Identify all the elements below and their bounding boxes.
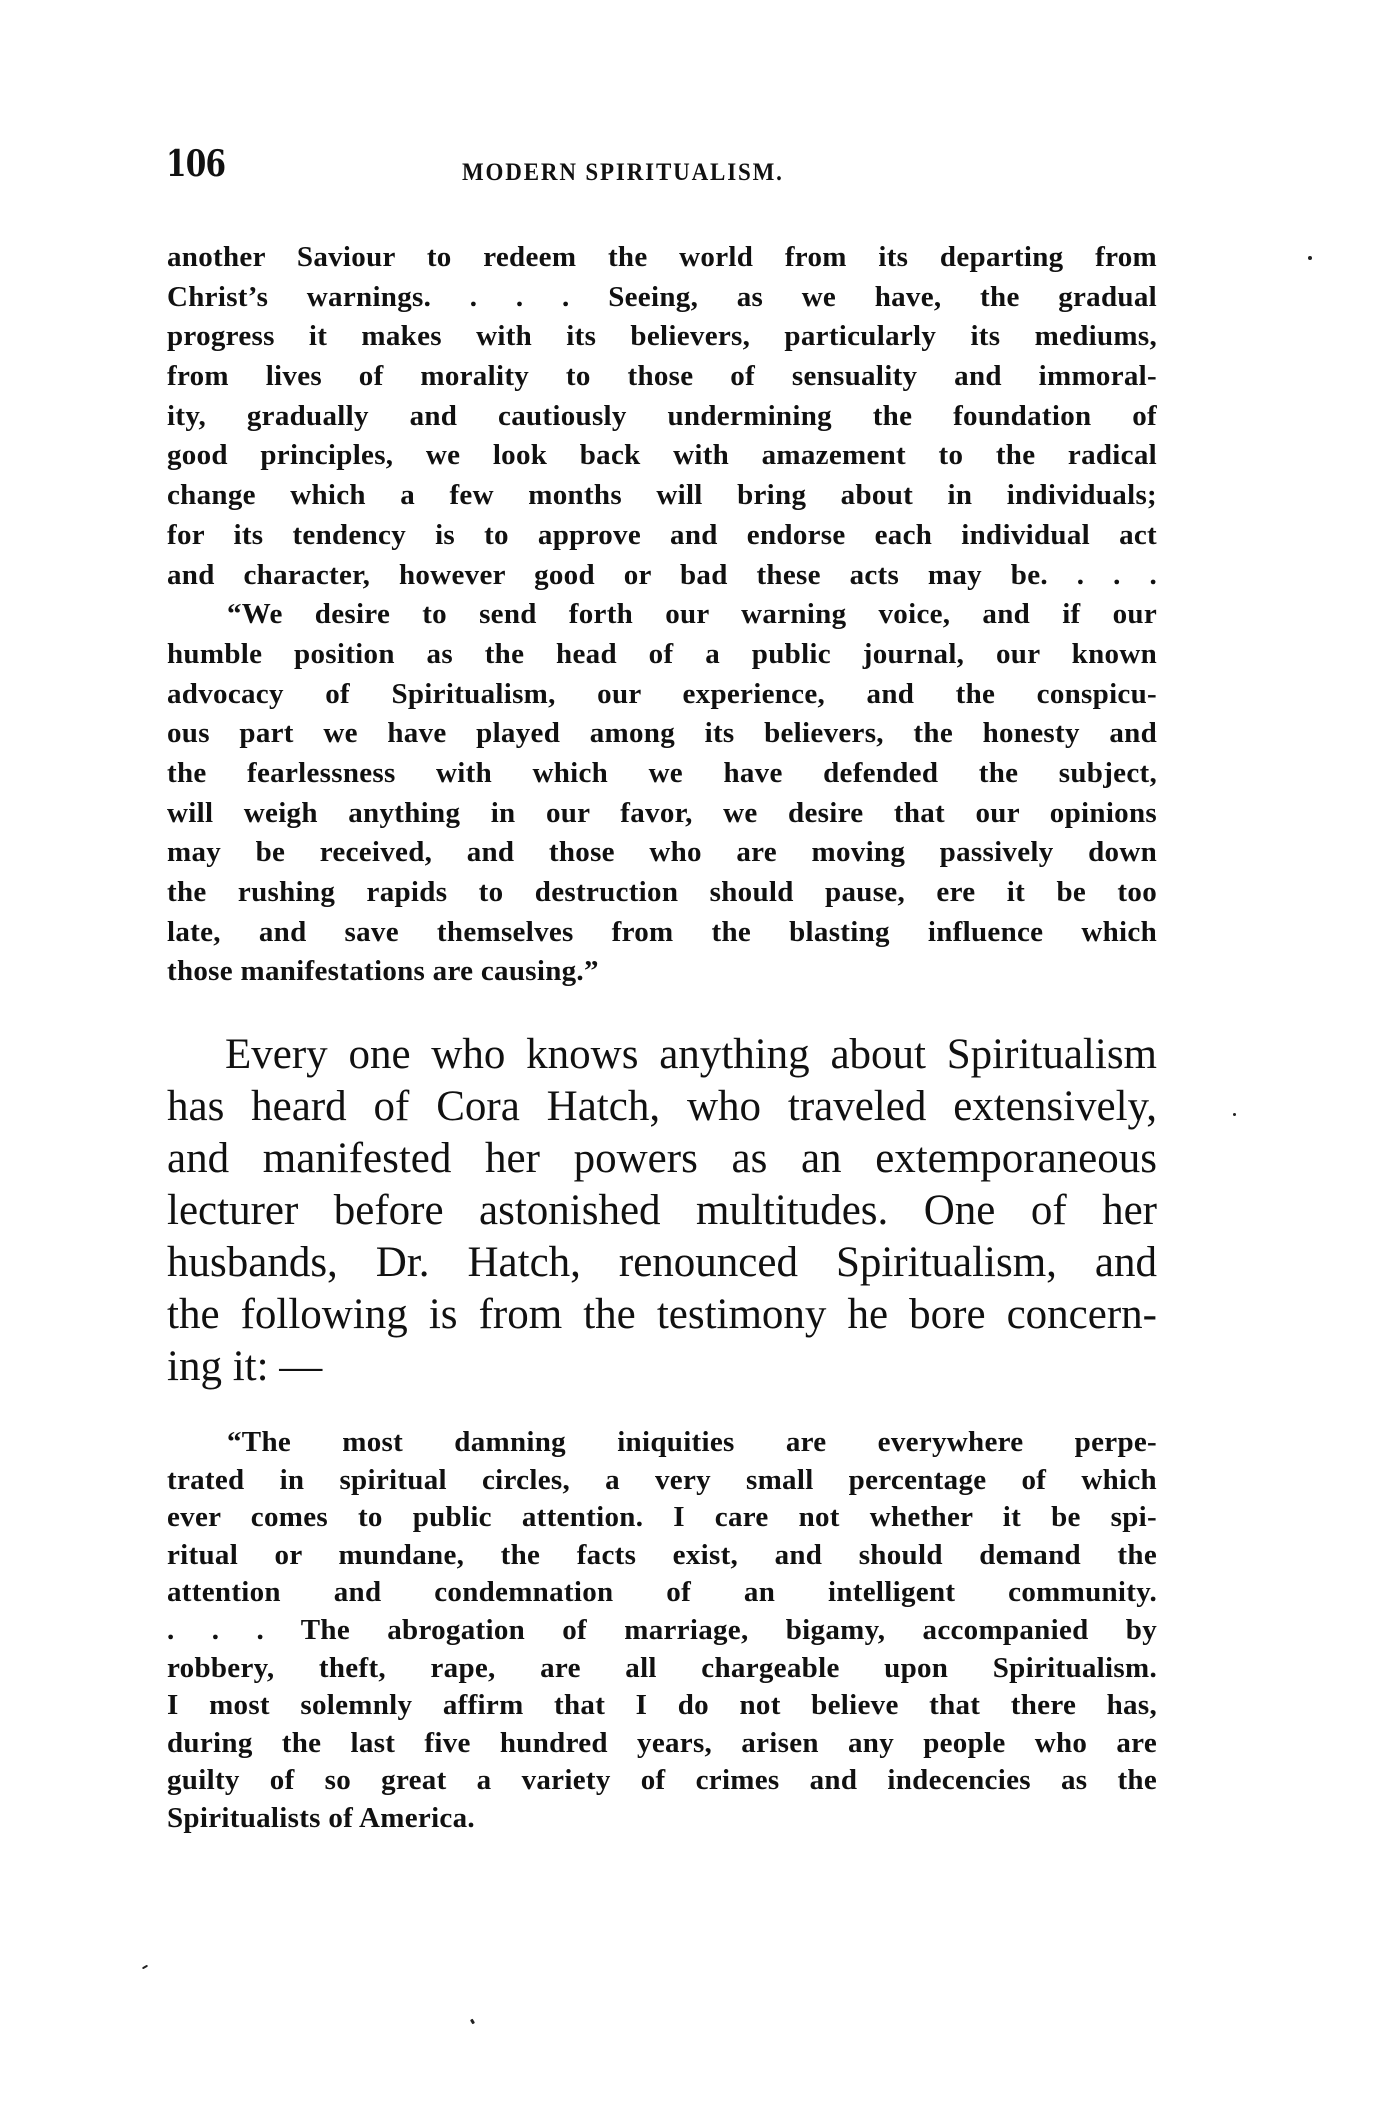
scan-speck [1308, 256, 1312, 260]
text-line: and character, however good or bad these acts may be. . . . [167, 558, 1157, 591]
text-line: robbery, theft, rape, are all chargeable upon Spiritualism. [167, 1651, 1157, 1684]
text-line: late, and save themselves from the blasting influence which [167, 915, 1157, 948]
quote-block-2 [167, 1424, 1157, 1838]
text-line: the following is from the testimony he bore concern- [167, 1291, 1157, 1338]
text-line: husbands, Dr. Hatch, renounced Spiritualism, and [167, 1239, 1157, 1286]
text-line: lecturer before astonished multitudes. One of her [167, 1187, 1157, 1234]
text-line: progress it makes with its believers, particularly its mediums, [167, 320, 1157, 353]
text-line: ous part we have played among its believers, the honesty and [167, 717, 1157, 750]
quote-block-1 [167, 238, 1157, 992]
text-line: change which a few months will bring about in individuals; [167, 479, 1157, 512]
text-line: will weigh anything in our favor, we desire that our opinions [167, 796, 1157, 829]
text-line: the fearlessness with which we have defended the subject, [167, 756, 1157, 789]
text-line: “We desire to send forth our warning voice, and if our [227, 598, 1157, 631]
text-line: and manifested her powers as an extemporaneous [167, 1135, 1157, 1182]
text-line: ity, gradually and cautiously undermining the foundation of [167, 399, 1157, 432]
scan-speck [470, 2019, 475, 2025]
scan-speck [142, 1965, 148, 1970]
text-line: ritual or mundane, the facts exist, and should demand the [167, 1538, 1157, 1571]
text-line: “The most damning iniquities are everywhere perpe- [227, 1426, 1157, 1458]
text-line: from lives of morality to those of sensuality and immoral- [167, 360, 1157, 393]
text-line: guilty of so great a variety of crimes and indecencies as the [167, 1764, 1157, 1797]
text-line: ing it: — [167, 1343, 323, 1390]
text-line: attention and condemnation of an intelligent community. [167, 1576, 1157, 1609]
text-line: may be received, and those who are moving passively down [167, 836, 1157, 869]
text-line: Christ’s warnings. . . . Seeing, as we have, the gradual [167, 280, 1157, 313]
text-line: humble position as the head of a public journal, our known [167, 637, 1157, 670]
text-line: another Saviour to redeem the world from its departing from [167, 241, 1157, 273]
text-line: for its tendency is to approve and endorse each individual act [167, 518, 1157, 551]
text-line: Spiritualists of America. [167, 1801, 475, 1834]
text-line: . . . The abrogation of marriage, bigamy, accompanied by [167, 1613, 1157, 1646]
text-line: good principles, we look back with amazement to the radical [167, 439, 1157, 472]
text-line: the rushing rapids to destruction should pause, ere it be too [167, 876, 1157, 908]
page-number: 106 [166, 143, 226, 185]
scan-speck [1233, 1113, 1236, 1116]
text-line: ever comes to public attention. I care not whether it be spi- [167, 1501, 1157, 1534]
text-line: Every one who knows anything about Spiritualism [225, 1031, 1157, 1078]
text-line: during the last five hundred years, arisen any people who are [167, 1726, 1157, 1759]
text-line: I most solemnly affirm that I do not believe that there has, [167, 1689, 1157, 1722]
text-line: those manifestations are causing.” [167, 955, 599, 988]
running-head-title: MODERN SPIRITUALISM. [462, 159, 784, 186]
body-paragraph [167, 1029, 1157, 1393]
text-line: has heard of Cora Hatch, who traveled extensively, [167, 1083, 1157, 1130]
text-line: advocacy of Spiritualism, our experience, and the conspicu- [167, 677, 1157, 710]
text-line: trated in spiritual circles, a very small percentage of which [167, 1463, 1157, 1496]
